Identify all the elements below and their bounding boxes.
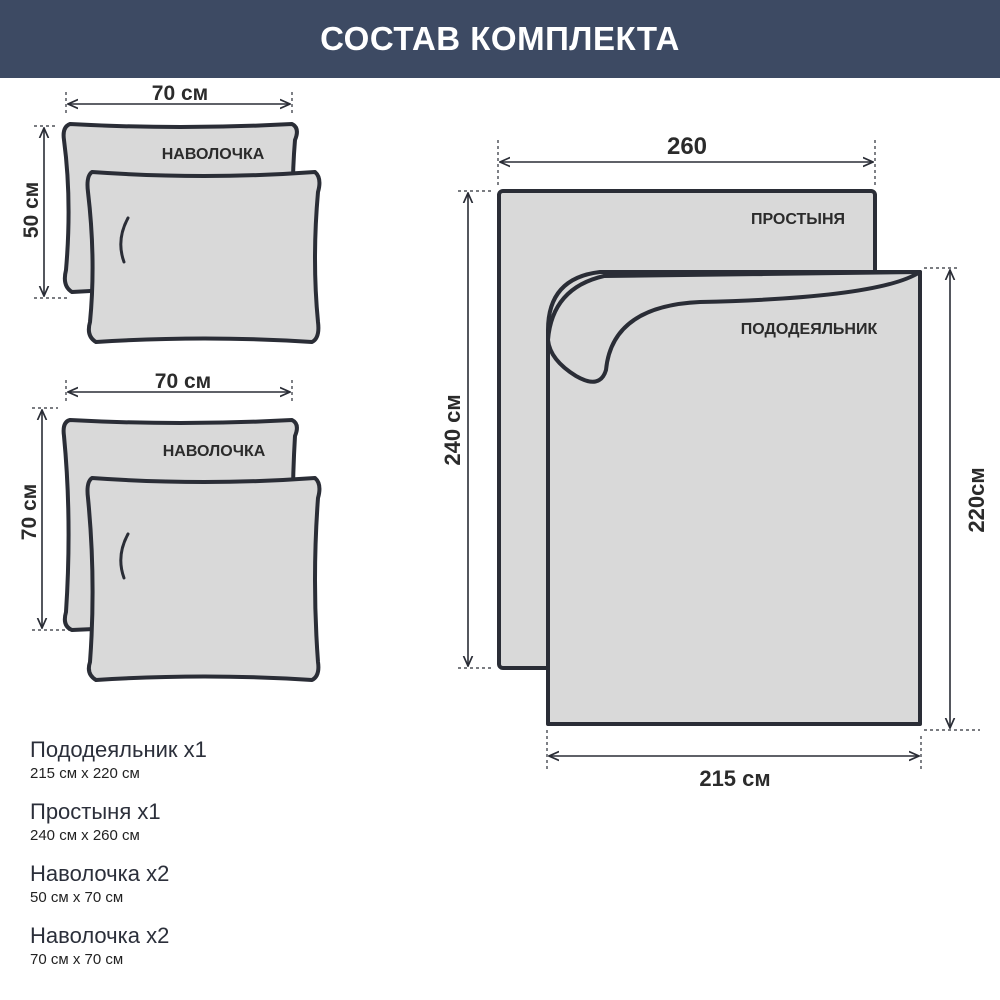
pillow-large-width-label: 70 см <box>154 370 212 393</box>
item-name: Пододеяльник х1 <box>30 737 207 762</box>
duvet-width-label: 215 см <box>699 766 771 791</box>
list-item <box>30 736 430 784</box>
pillow-large-height-label: 70 см <box>18 483 41 541</box>
list-item <box>30 798 430 846</box>
pillow-small-name: НАВОЛОЧКА <box>161 146 265 163</box>
pillow-set-50x70 <box>20 82 319 342</box>
pillow-small-width-label: 70 см <box>151 82 209 105</box>
sheet-name: ПРОСТЫНЯ <box>750 211 846 228</box>
list-item <box>30 922 430 970</box>
pillow-large-front <box>88 478 320 680</box>
duvet-height-label: 220см <box>964 467 989 533</box>
list-item <box>30 860 430 908</box>
set-contents-list <box>30 736 430 984</box>
item-name: Наволочка х2 <box>30 861 170 886</box>
item-dimensions: 240 см х 260 см <box>30 827 140 844</box>
item-dimensions: 215 см х 220 см <box>30 765 140 782</box>
page-title: СОСТАВ КОМПЛЕКТА <box>320 20 680 57</box>
sheet-height-label: 240 см <box>440 394 465 466</box>
pillow-set-70x70 <box>18 370 319 680</box>
pillow-small-height-label: 50 см <box>20 181 43 239</box>
pillow-large-name: НАВОЛОЧКА <box>162 443 266 460</box>
item-name: Простыня х1 <box>30 799 161 824</box>
sheet-width-label: 260 <box>666 133 708 160</box>
duvet-name: ПОДОДЕЯЛЬНИК <box>740 321 878 338</box>
item-name: Наволочка х2 <box>30 923 170 948</box>
item-dimensions: 70 см х 70 см <box>30 951 124 968</box>
sheet-and-duvet <box>440 133 989 791</box>
item-dimensions: 50 см х 70 см <box>30 889 124 906</box>
